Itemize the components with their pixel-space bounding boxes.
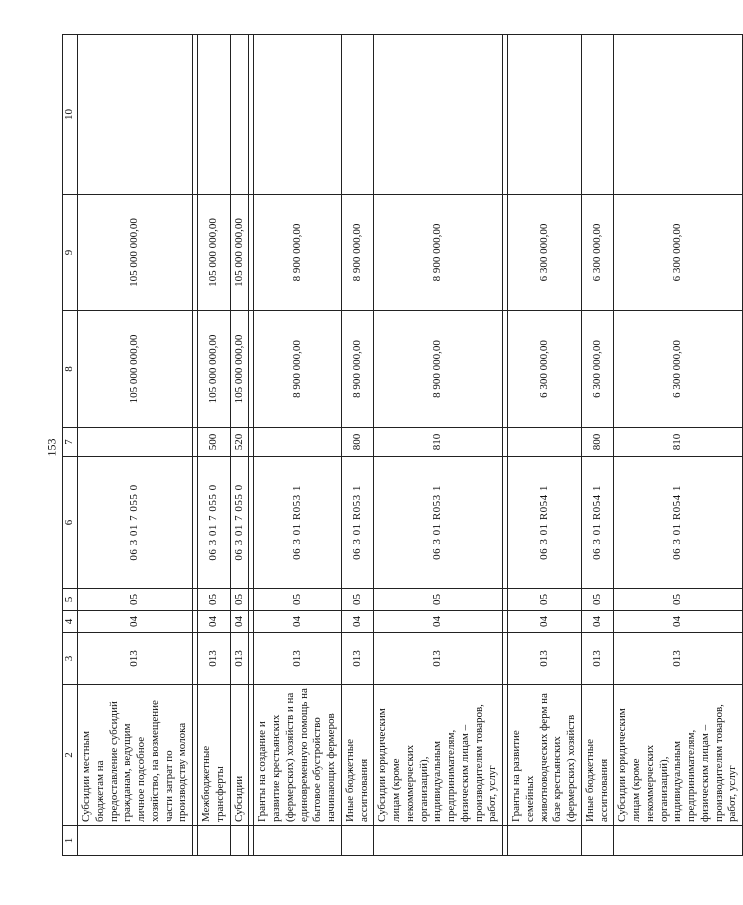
item-name-cell: Гранты на развитие семейных животноводческих ферм на базе крестьянских (фермерских) хозяйств (508, 685, 582, 826)
subsection-code-cell: 05 (374, 589, 503, 611)
table-row (581, 35, 614, 856)
expense-type-cell: 500 (198, 428, 231, 457)
ministry-code-cell: 013 (198, 633, 231, 685)
subsection-code-cell: 05 (581, 589, 614, 611)
amount-cell (78, 35, 193, 195)
amount-cell (254, 35, 342, 195)
section-code-cell: 04 (581, 611, 614, 633)
expense-type-cell: 810 (374, 428, 503, 457)
target-article-cell: 06 3 01 R053 1 (341, 457, 374, 589)
ministry-code-cell: 013 (614, 633, 743, 685)
ministry-code-cell: 013 (374, 633, 503, 685)
item-name-cell: Иные бюджетные ассигнования (581, 685, 614, 826)
col-header: 10 (63, 35, 78, 195)
expense-type-cell: 810 (614, 428, 743, 457)
table-row (374, 35, 503, 856)
section-code-cell: 04 (254, 611, 342, 633)
expense-type-cell: 800 (581, 428, 614, 457)
page-number: 153 (44, 438, 59, 457)
item-name-cell: Субсидии юридическим лицам (кроме некоммерческих организаций), индивидуальным предпринимателям, физическим лицам – производителям товаров, работ, услуг (614, 685, 743, 826)
amount-cell: 6 300 000,00 (581, 311, 614, 428)
col-header: 6 (63, 457, 78, 589)
target-article-cell: 06 3 01 R054 1 (508, 457, 582, 589)
target-article-cell: 06 3 01 7 055 0 (230, 457, 249, 589)
col-header: 5 (63, 589, 78, 611)
row-index-cell (78, 826, 193, 856)
table-body (78, 35, 743, 856)
section-code-cell: 04 (614, 611, 743, 633)
target-article-cell: 06 3 01 7 055 0 (78, 457, 193, 589)
amount-cell: 105 000 000,00 (198, 195, 231, 311)
amount-cell: 8 900 000,00 (374, 195, 503, 311)
item-name-cell: Субсидии (230, 685, 249, 826)
table-row (78, 35, 193, 856)
col-header: 3 (63, 633, 78, 685)
section-code-cell: 04 (230, 611, 249, 633)
col-header: 7 (63, 428, 78, 457)
table-row (198, 35, 231, 856)
amount-cell: 8 900 000,00 (254, 311, 342, 428)
amount-cell: 8 900 000,00 (341, 311, 374, 428)
table-row (508, 35, 582, 856)
amount-cell: 6 300 000,00 (614, 311, 743, 428)
amount-cell: 105 000 000,00 (230, 311, 249, 428)
row-index-cell (508, 826, 582, 856)
amount-cell (374, 35, 503, 195)
expense-type-cell (78, 428, 193, 457)
amount-cell: 8 900 000,00 (254, 195, 342, 311)
ministry-code-cell: 013 (254, 633, 342, 685)
subsection-code-cell: 05 (508, 589, 582, 611)
item-name-cell: Иные бюджетные ассигнования (341, 685, 374, 826)
amount-cell: 6 300 000,00 (508, 195, 582, 311)
ministry-code-cell: 013 (508, 633, 582, 685)
subsection-code-cell: 05 (198, 589, 231, 611)
amount-cell: 105 000 000,00 (230, 195, 249, 311)
amount-cell: 105 000 000,00 (198, 311, 231, 428)
rotated-page (62, 35, 739, 856)
subsection-code-cell: 05 (78, 589, 193, 611)
expense-type-cell (254, 428, 342, 457)
row-index-cell (374, 826, 503, 856)
amount-cell (230, 35, 249, 195)
ministry-code-cell: 013 (78, 633, 193, 685)
item-name-cell: Субсидии местным бюджетам на предоставление субсидий гражданам, ведущим личное подсобное хозяйство, на возмещение части затрат по производству молока (78, 685, 193, 826)
amount-cell: 8 900 000,00 (341, 195, 374, 311)
amount-cell (614, 35, 743, 195)
amount-cell (198, 35, 231, 195)
col-header: 8 (63, 311, 78, 428)
amount-cell (508, 35, 582, 195)
target-article-cell: 06 3 01 R054 1 (581, 457, 614, 589)
table-row (230, 35, 249, 856)
section-code-cell: 04 (78, 611, 193, 633)
row-index-cell (230, 826, 249, 856)
item-name-cell: Межбюджетные трансферты (198, 685, 231, 826)
col-header: 2 (63, 685, 78, 826)
target-article-cell: 06 3 01 R054 1 (614, 457, 743, 589)
expense-type-cell: 800 (341, 428, 374, 457)
table-header (63, 35, 78, 856)
amount-cell: 8 900 000,00 (374, 311, 503, 428)
expense-type-cell: 520 (230, 428, 249, 457)
amount-cell: 105 000 000,00 (78, 311, 193, 428)
row-index-cell (341, 826, 374, 856)
item-name-cell: Гранты на создание и развитие крестьянских (фермерских) хозяйств и на единовременную помощь на бытовое обустройство начинающих фермеров (254, 685, 342, 826)
section-code-cell: 04 (508, 611, 582, 633)
table-row (341, 35, 374, 856)
section-code-cell: 04 (341, 611, 374, 633)
ministry-code-cell: 013 (230, 633, 249, 685)
row-index-cell (198, 826, 231, 856)
amount-cell (581, 35, 614, 195)
item-name-cell: Субсидии юридическим лицам (кроме некоммерческих организаций), индивидуальным предпринимателям, физическим лицам – производителям товаров, работ, услуг (374, 685, 503, 826)
target-article-cell: 06 3 01 R053 1 (254, 457, 342, 589)
table-row (254, 35, 342, 856)
expense-type-cell (508, 428, 582, 457)
target-article-cell: 06 3 01 R053 1 (374, 457, 503, 589)
section-code-cell: 04 (198, 611, 231, 633)
subsection-code-cell: 05 (254, 589, 342, 611)
col-header: 4 (63, 611, 78, 633)
ministry-code-cell: 013 (581, 633, 614, 685)
ministry-code-cell: 013 (341, 633, 374, 685)
target-article-cell: 06 3 01 7 055 0 (198, 457, 231, 589)
amount-cell: 6 300 000,00 (614, 195, 743, 311)
budget-table (62, 34, 743, 856)
amount-cell (341, 35, 374, 195)
col-header: 9 (63, 195, 78, 311)
subsection-code-cell: 05 (614, 589, 743, 611)
row-index-cell (254, 826, 342, 856)
row-index-cell (614, 826, 743, 856)
row-index-cell (581, 826, 614, 856)
table-row (614, 35, 743, 856)
subsection-code-cell: 05 (230, 589, 249, 611)
amount-cell: 6 300 000,00 (581, 195, 614, 311)
col-header: 1 (63, 826, 78, 856)
amount-cell: 105 000 000,00 (78, 195, 193, 311)
section-code-cell: 04 (374, 611, 503, 633)
amount-cell: 6 300 000,00 (508, 311, 582, 428)
subsection-code-cell: 05 (341, 589, 374, 611)
